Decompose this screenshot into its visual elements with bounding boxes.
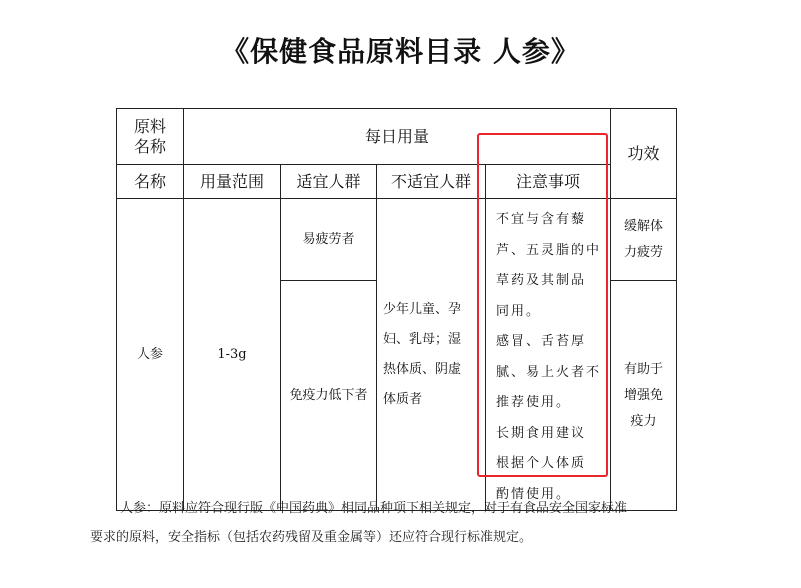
efficacy-line: 疫力	[630, 413, 657, 429]
cell-efficacy-2	[611, 281, 677, 511]
header-daily-dose: 每日用量	[184, 109, 611, 165]
cell-dose-range: 1-3g	[184, 199, 281, 511]
header-notes: 注意事项	[486, 165, 611, 199]
unsuitable-line: 妇、乳母；湿	[383, 331, 462, 347]
notes-line: 同用。	[496, 303, 542, 319]
header-raw-material: 原料名称	[117, 109, 184, 165]
notes-line: 腻、易上火者不	[496, 364, 602, 380]
header-name: 名称	[117, 165, 184, 199]
notes-line: 长期食用建议	[496, 425, 587, 441]
cell-suitable-1: 易疲劳者	[281, 199, 377, 281]
page-title: 《保健食品原料目录 人参》	[221, 35, 580, 68]
notes-line: 推荐使用。	[496, 395, 572, 410]
cell-name: 人参	[117, 199, 184, 511]
header-suitable: 适宜人群	[281, 165, 377, 199]
cell-suitable-2: 免疫力低下者	[281, 281, 377, 511]
footnote-line-2: 要求的原料，安全指标（包括农药残留及重金属等）还应符合现行标准规定。	[90, 530, 533, 545]
efficacy-line: 有助于	[624, 361, 664, 377]
unsuitable-line: 热体质、阴虚	[383, 361, 462, 377]
notes-line: 芦、五灵脂的中	[496, 242, 602, 258]
header-unsuitable: 不适宜人群	[377, 165, 486, 199]
notes-line: 草药及其制品	[496, 273, 587, 288]
notes-line: 不宜与含有藜	[496, 212, 587, 227]
efficacy-line: 增强免	[624, 387, 664, 403]
unsuitable-line: 体质者	[383, 391, 423, 407]
notes-line: 根据个人体质	[496, 456, 587, 471]
notes-line: 感冒、舌苔厚	[496, 334, 587, 349]
cell-unsuitable	[377, 199, 486, 511]
unsuitable-line: 少年儿童、孕	[383, 301, 462, 317]
efficacy-line: 缓解体	[624, 218, 664, 234]
notes-highlight-box	[477, 133, 608, 477]
header-dose-range: 用量范围	[184, 165, 281, 199]
footnote-line-1: 人参：原料应符合现行版《中国药典》相同品种项下相关规定，对于有食品安全国家标准	[120, 501, 628, 516]
efficacy-line: 力疲劳	[624, 244, 664, 260]
header-efficacy: 功效	[611, 109, 677, 199]
footnote	[90, 494, 716, 552]
notes-line: 酌情使用。	[496, 486, 572, 502]
cell-efficacy-1	[611, 199, 677, 281]
